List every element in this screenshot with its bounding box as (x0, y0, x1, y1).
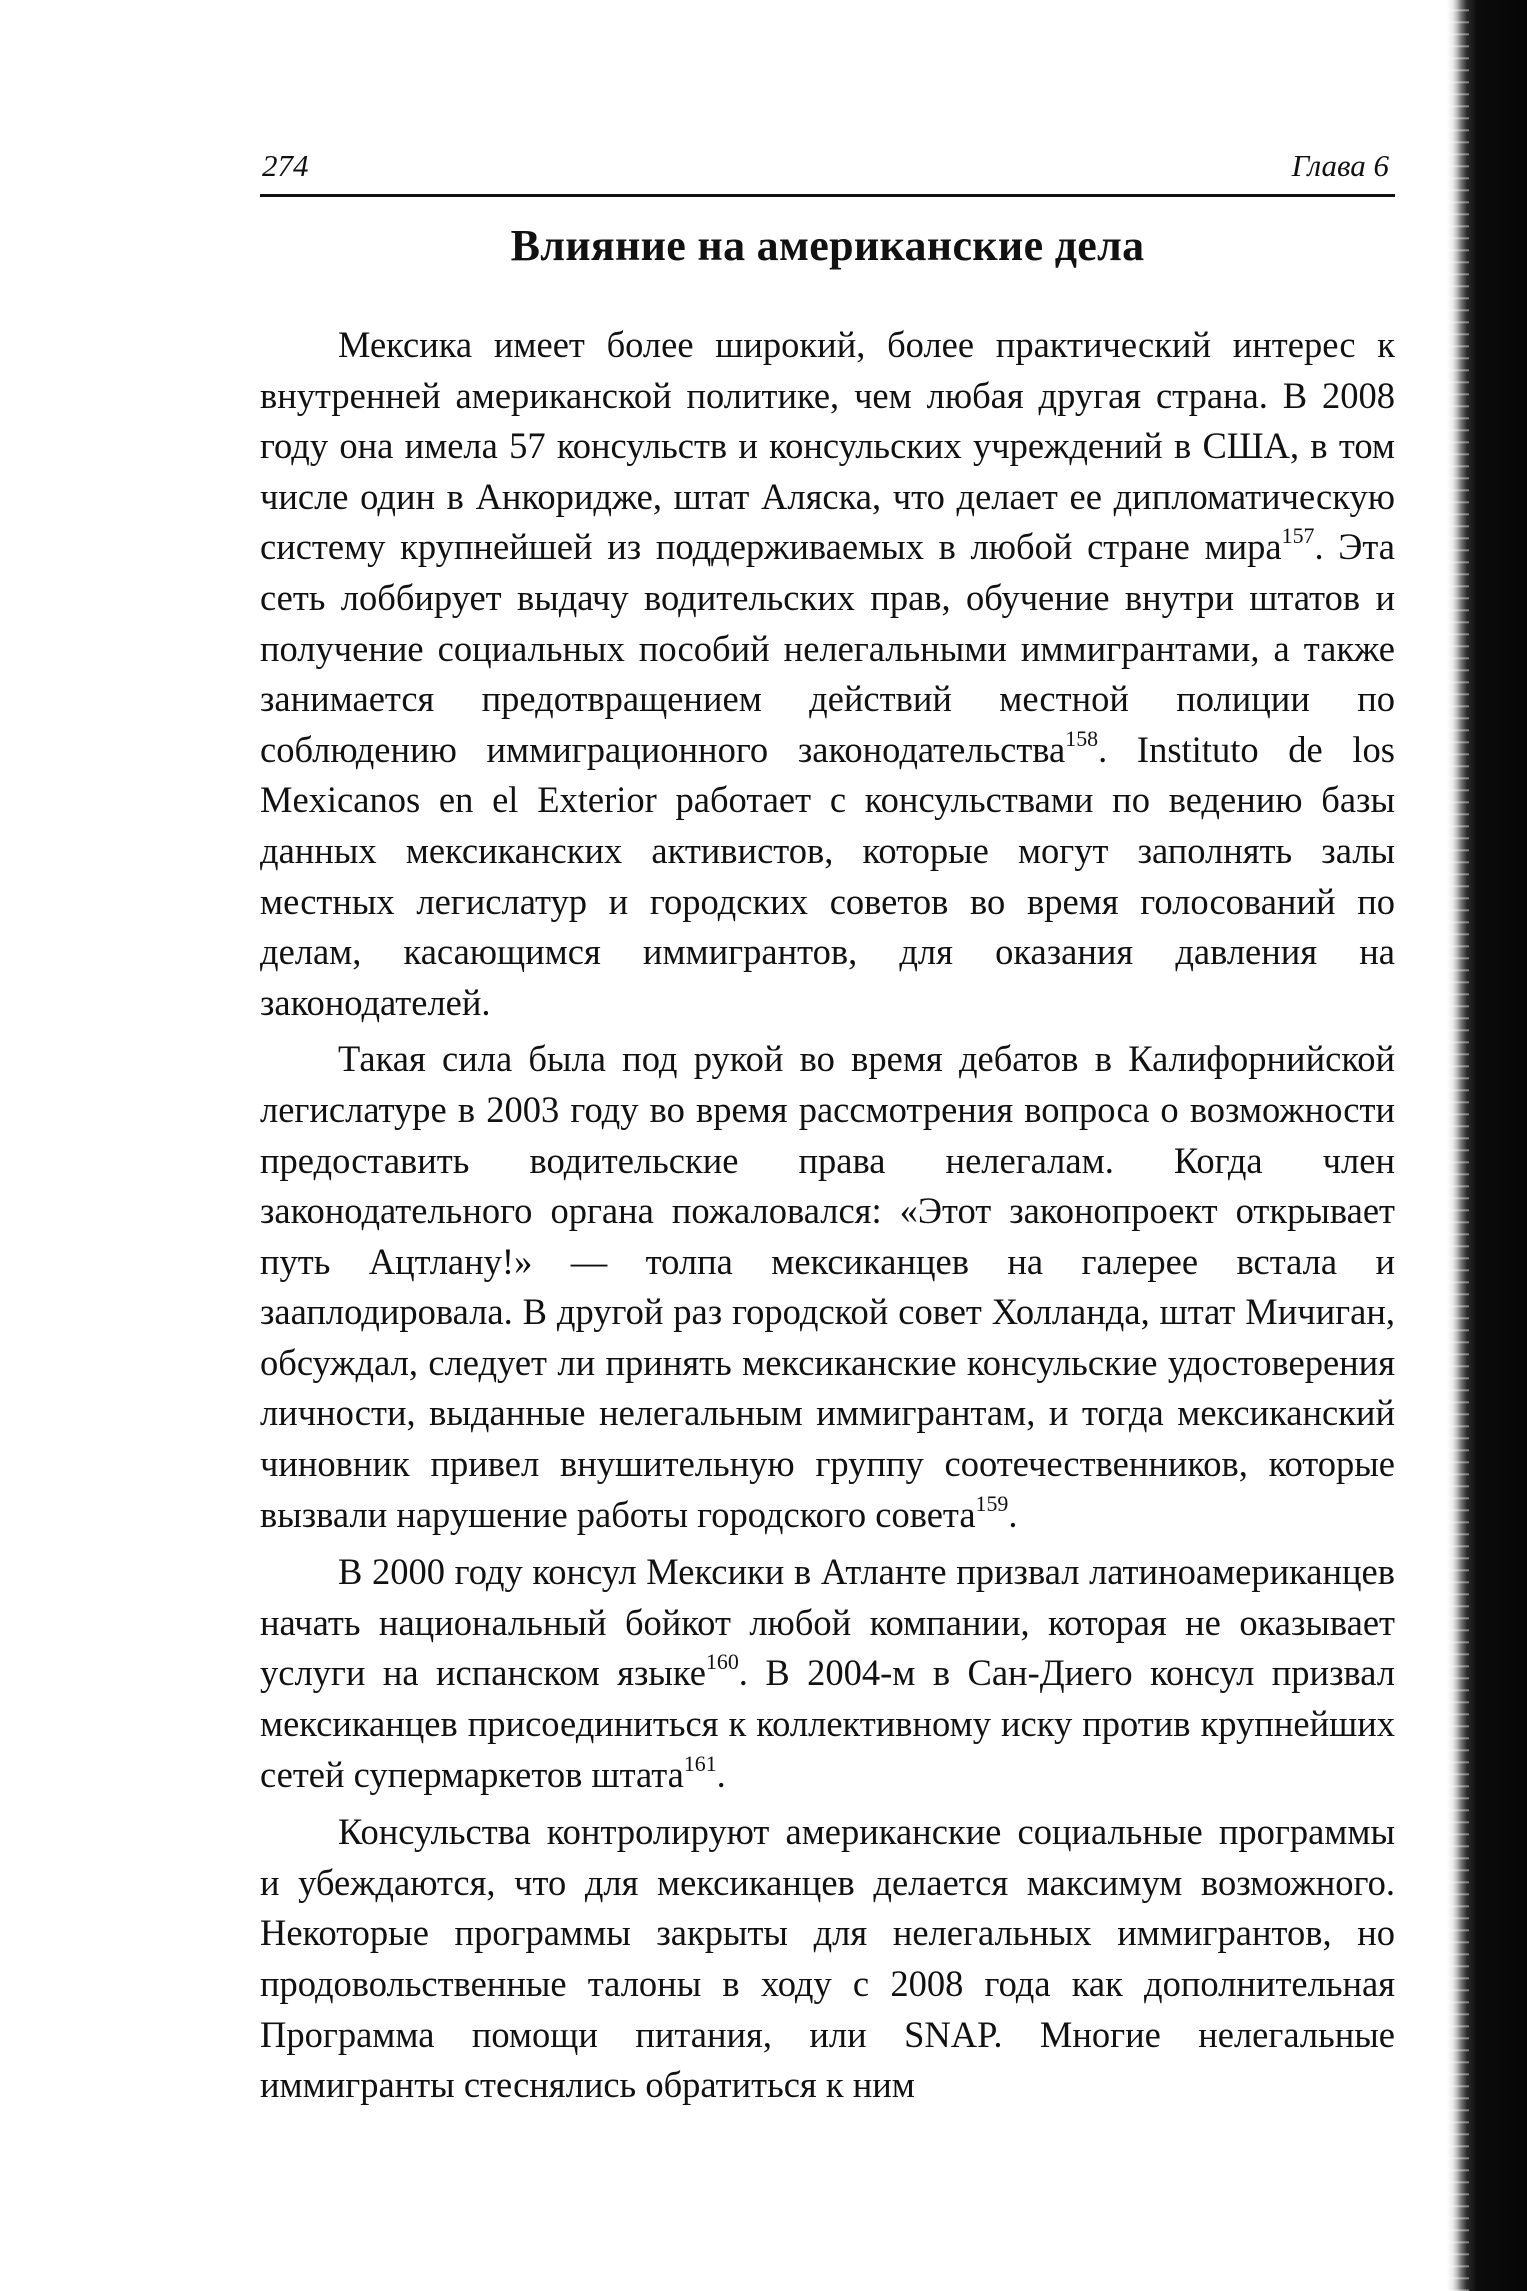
paragraph-3 (260, 1547, 1395, 1800)
footnote-ref-159: 159 (975, 1490, 1009, 1516)
footnote-ref-160: 160 (705, 1649, 739, 1675)
paragraph-4 (260, 1807, 1395, 2111)
text-run: . В 2004-м в Сан-Диего консул призвал мексиканцев присоединиться к коллективному иску против крупнейших сетей супермаркетов штата (260, 1652, 1396, 1795)
text-run: . (1008, 1493, 1018, 1535)
text-run: . Instituto de los Mexicanos en el Exterior работает с консульствами по ведению базы данных мексиканских активистов, которые могут заполнять залы местных легислатур и городских советов во время голосований по делам, касающимся иммигрантов, для оказания давления на законодателей. (260, 728, 1395, 1023)
book-page (260, 0, 1395, 2291)
text-run: В 2000 году консул Мексики в Атланте призвал латиноамериканцев начать национальный бойкот любой компании, которая не оказывает услуги на испанском языке (260, 1551, 1395, 1694)
section-title: Влияние на американские дела (510, 221, 1145, 270)
book-spine-edge (1447, 0, 1527, 2291)
text-run: Мексика имеет более широкий, более практический интерес к внутренней американской политике, чем любая другая страна. В 2008 году она имела 57 консульств и консульских учреждений в США, в том числе один в Анкоридже, штат Аляска, что делает ее дипломатическую систему крупнейшей из поддерживаемых в любой стране мира (260, 324, 1395, 568)
text-run: . Эта сеть лоббирует выдачу водительских прав, обучение внутри штатов и получение социальных пособий нелегальными иммигрантами, а также занимается предотвращением действий местной полиции по соблюдению иммиграционного законодательства (260, 526, 1395, 770)
running-header (260, 146, 1395, 197)
paragraph-2 (260, 1034, 1395, 1540)
page-number: 274 (262, 148, 309, 183)
text-run: . (716, 1753, 726, 1795)
body-text (260, 320, 1395, 2118)
paragraph-1 (260, 320, 1395, 1028)
chapter-label: Глава 6 (1291, 148, 1389, 183)
footnote-ref-161: 161 (683, 1750, 717, 1776)
footnote-ref-157: 157 (1281, 523, 1315, 549)
text-run: Консульства контролируют американские социальные программы и убеждаются, что для мексиканцев делается максимум возможного. Некоторые программы закрыты для нелегальных иммигрантов, но продовольственные талоны в ходу с 2008 года как дополнительная Программа помощи питания, или SNAP. Многие нелегальные иммигранты стеснялись обратиться к ним (260, 1811, 1395, 2106)
footnote-ref-158: 158 (1065, 725, 1099, 751)
text-run: Такая сила была под рукой во время дебатов в Калифорнийской легислатуре в 2003 году во время рассмотрения вопроса о возможности предоставить водительские права нелегалам. Когда член законодательного органа пожаловался: «Этот законопроект открывает путь Ацтлану!» — толпа мексиканцев на галерее встала и зааплодировала. В другой раз городской совет Холланда, штат Мичиган, обсуждал, следует ли принять мексиканские консульские удостоверения личности, выданные нелегальным иммигрантам, и тогда мексиканский чиновник привел внушительную группу соотечественников, которые вызвали нарушение работы городского совета (260, 1038, 1395, 1535)
